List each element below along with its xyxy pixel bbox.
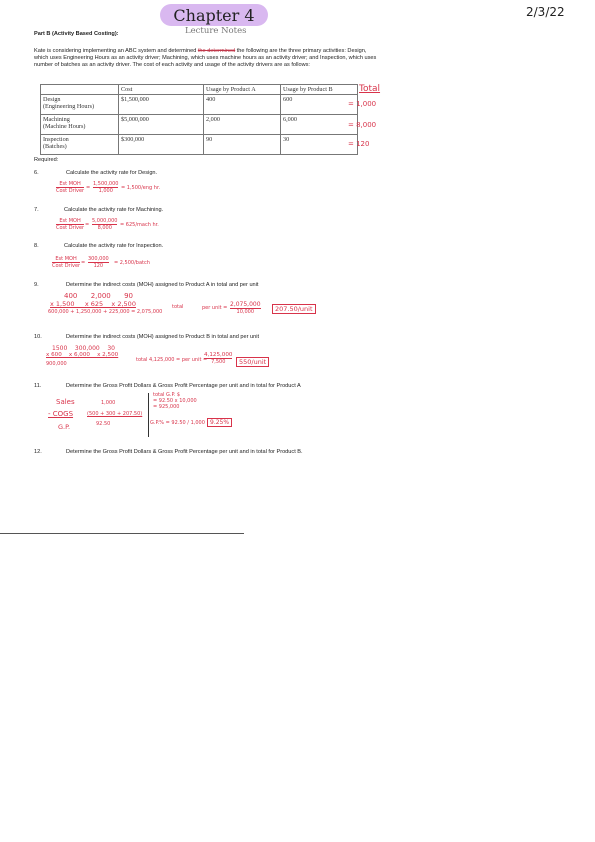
table-header-cell <box>41 85 119 95</box>
table-header-row <box>41 85 358 95</box>
required-label: Required: <box>34 157 59 163</box>
table-header-cell: Usage by Product B <box>281 85 358 95</box>
total-design: = 1,000 <box>348 100 377 108</box>
chapter-title: Chapter 4 <box>160 4 268 26</box>
question-text: Calculate the activity rate for Design. <box>66 170 158 176</box>
page-divider <box>0 533 244 534</box>
q7-fraction: 5,000,000 8,000 <box>92 218 118 231</box>
question-text: Determine the Gross Profit Dollars & Gross Profit Percentage per unit and in total for Product B. <box>66 449 303 455</box>
q8-result: = 2,500/batch <box>114 260 150 266</box>
q9-per-label: per unit = <box>202 305 228 311</box>
q9-rate-row: x 1,500 x 625 x 2,500 <box>50 300 136 308</box>
q9-answer-box: 207.50/unit <box>272 304 316 314</box>
question-number: 9. <box>34 282 39 288</box>
question-number: 10. <box>34 334 42 340</box>
cost-cell: $300,000 <box>119 135 204 155</box>
question-text: Calculate the activity rate for Inspection. <box>64 243 164 249</box>
usage-b-cell: 600 <box>281 95 358 115</box>
activity-cost-table <box>40 84 358 155</box>
lecture-notes-subtitle: Lecture Notes <box>185 26 247 36</box>
table-header-cell: Usage by Product A <box>204 85 281 95</box>
activity-cell: Machining (Machine Hours) <box>41 115 119 135</box>
table-row <box>41 115 358 135</box>
question-text: Calculate the activity rate for Machining. <box>64 207 164 213</box>
q11-sales-value: 1,000 <box>101 400 116 406</box>
q6-formula: Est MOH Cost Driver <box>56 181 85 194</box>
q11-gp-value: 92.50 <box>96 421 111 427</box>
table-row <box>41 95 358 115</box>
question-text: Determine the indirect costs (MOH) assigned to Product A in total and per unit <box>66 282 259 288</box>
question-number: 6. <box>34 170 39 176</box>
part-title: Part B (Activity Based Costing): <box>34 31 119 37</box>
q7-result: = 625/mach hr. <box>120 222 159 228</box>
q10-rate-row: x 600 x 6,000 x 2,500 <box>46 352 119 358</box>
total-machining: = 8,000 <box>348 121 377 129</box>
question-number: 8. <box>34 243 39 249</box>
cost-cell: $1,500,000 <box>119 95 204 115</box>
question-number: 12. <box>34 449 42 455</box>
usage-b-cell: 6,000 <box>281 115 358 135</box>
q11-total-gp: total G.P. $ = 92.50 x 10,000 = 925,000 <box>153 392 197 410</box>
question-text: Determine the indirect costs (MOH) assigned to Product B in total and per unit <box>66 334 260 340</box>
q8-fraction: 300,000 120 <box>88 256 109 269</box>
q11-divider <box>148 393 149 437</box>
table-header-cell: Cost <box>119 85 204 95</box>
q10-answer-box: 550/unit <box>236 357 269 367</box>
q8-equals: = <box>81 260 86 266</box>
usage-a-cell: 2,000 <box>204 115 281 135</box>
q9-total-row: 600,000 + 1,250,000 + 225,000 = 2,075,000 <box>48 309 163 315</box>
question-text: Determine the Gross Profit Dollars & Gross Profit Percentage per unit and in total for Product A <box>66 383 301 389</box>
activity-cell: Design (Engineering Hours) <box>41 95 119 115</box>
q10-total-line: total 4,125,000 = per unit = <box>136 357 208 363</box>
q11-answer-box: 9.25% <box>207 418 232 427</box>
q10-usage-row: 1500 300,000 30 <box>52 345 115 352</box>
q9-fraction: 2,075,000 10,000 <box>230 301 261 315</box>
usage-a-cell: 400 <box>204 95 281 115</box>
q6-result: = 1,500/eng hr. <box>121 185 161 191</box>
q11-cogs-value: (500 + 300 + 207.50) <box>87 411 143 417</box>
q11-sales-label: Sales <box>56 398 75 406</box>
total-inspection: = 120 <box>348 140 370 148</box>
usage-a-cell: 90 <box>204 135 281 155</box>
usage-b-cell: 30 <box>281 135 358 155</box>
q10-fraction: 4,125,000 7,500 <box>204 352 233 365</box>
q11-cogs-label: - COGS <box>48 410 74 418</box>
q9-usage-row: 400 2,000 90 <box>64 292 134 300</box>
table-row <box>41 135 358 155</box>
q9-total-label: total <box>172 304 184 310</box>
cost-cell: $5,000,000 <box>119 115 204 135</box>
question-number: 7. <box>34 207 39 213</box>
q6-equals: = <box>86 185 91 191</box>
question-number: 11. <box>34 383 42 389</box>
date-label: 2/3/22 <box>526 5 565 19</box>
q6-fraction: 1,500,000 1,000 <box>93 181 119 194</box>
q11-gp-percent: G.P.% = 92.50 / 1,000 <box>150 420 205 426</box>
intro-paragraph: Kate is considering implementing an ABC system and determined the determined the following are the three primary activities: Design, which uses Engineering Hours as an activity driver; Machining, which uses machine hours as an activity driver; and Inspection, which uses number of batches as an activity driver. The cost of each activity and usage of the activity drivers are as follows: <box>34 48 377 69</box>
q7-formula: Est MOH Cost Driver <box>56 218 85 231</box>
q7-equals: = <box>85 222 90 228</box>
q8-formula: Est MOH Cost Driver <box>52 256 81 269</box>
q11-gp-label: G.P. <box>58 423 71 431</box>
total-heading: Total <box>359 84 381 94</box>
q10-total-row: 900,000 <box>46 361 67 367</box>
activity-cell: Inspection (Batches) <box>41 135 119 155</box>
